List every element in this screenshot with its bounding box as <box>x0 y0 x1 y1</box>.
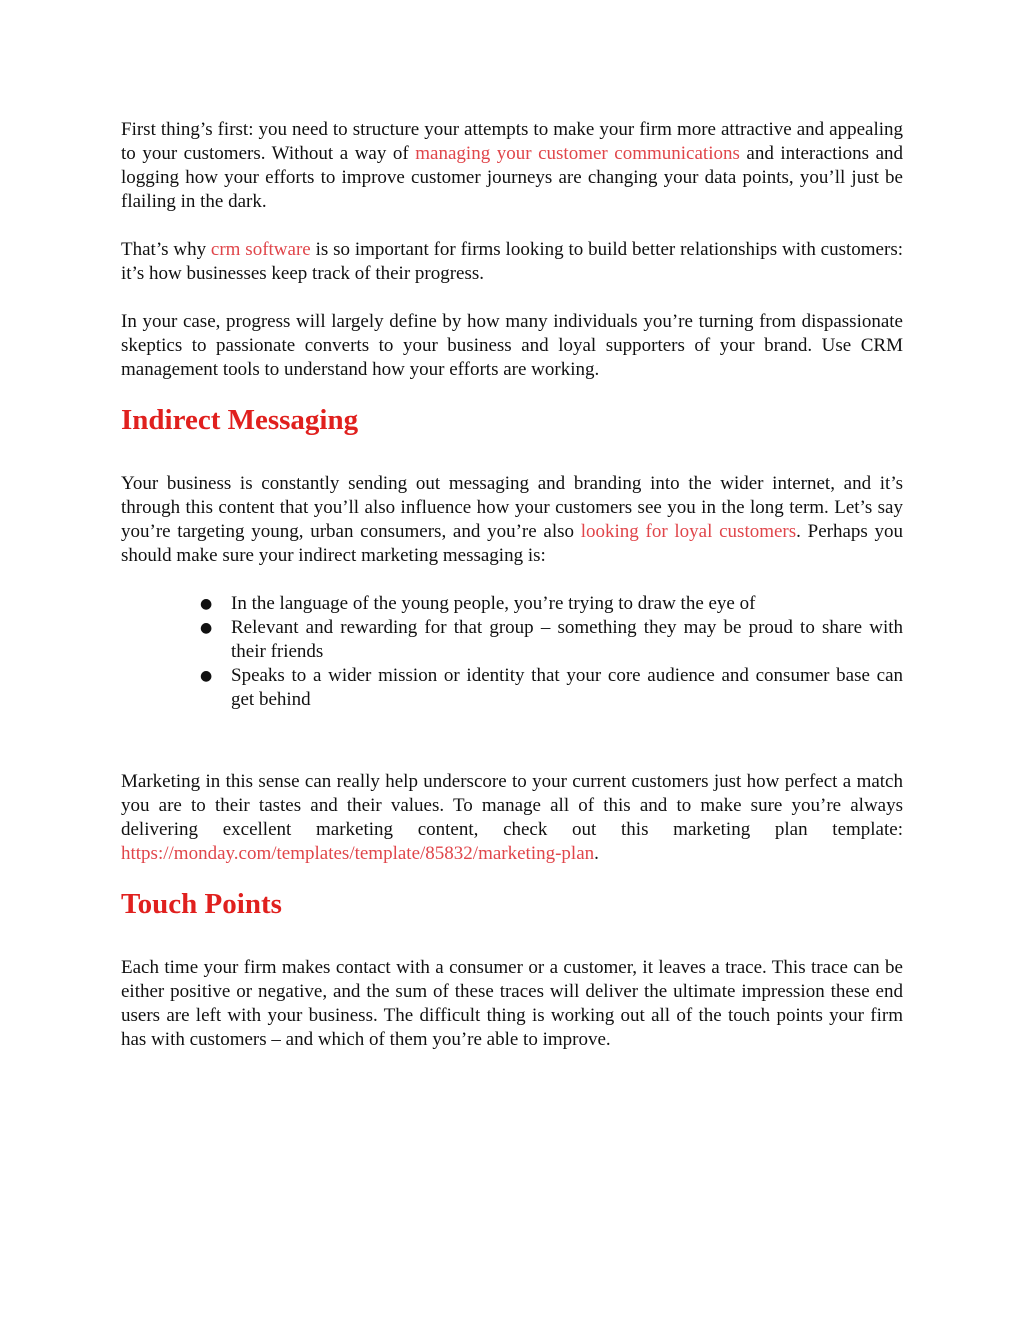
intro-paragraph-3: In your case, progress will largely define by how many individuals you’re turning from dispassionate skeptics to passionate converts to your business and loyal supporters of your brand. Use CRM management tools to understand how your efforts are working. <box>121 311 903 380</box>
touch-points-heading: Touch Points <box>121 888 282 920</box>
list-item-text: In the language of the young people, you’re trying to draw the eye of <box>231 593 756 614</box>
list-item-text: Relevant and rewarding for that group – something they may be proud to share with their friends <box>231 617 903 662</box>
loyal-customers-link[interactable]: looking for loyal customers <box>580 521 797 542</box>
indirect-text: Your business is constantly sending out messaging and branding into the wider internet, and it’s through this content that you’ll also influence how your customers see you in the long term. Let’s say you’re targeting young, urban consumers, and you’re also <box>121 473 903 542</box>
bullet-icon: ● <box>200 668 213 684</box>
intro-text: First thing’s first: you need to structure your attempts to make your firm more attractive and appealing to your customers. Without a way of <box>121 119 903 164</box>
marketing-plan-link[interactable]: https://monday.com/templates/template/85832/marketing-plan <box>121 843 595 864</box>
touch-paragraph-1: Each time your firm makes contact with a consumer or a customer, it leaves a trace. This trace can be either positive or negative, and the sum of these traces will deliver the ultimate impression these end users are left with your business. The difficult thing is working out all of the touch points your firm has with customers – and which of them you’re able to improve. <box>121 957 903 1050</box>
intro-paragraph-1 <box>121 118 903 214</box>
indirect-text: . <box>594 843 599 864</box>
crm-software-link[interactable]: crm software <box>210 239 311 260</box>
indirect-text: Marketing in this sense can really help underscore to your current customers just how perfect a match you are to their tastes and their values. To manage all of this and to make sure you’re always delivering excellent marketing content, check out this marketing plan template: <box>121 771 903 840</box>
managing-communications-link[interactable]: managing your customer communications <box>415 143 740 164</box>
list-item <box>200 592 903 616</box>
list-item <box>200 616 903 664</box>
intro-paragraph-2 <box>121 238 903 286</box>
list-item <box>200 664 903 712</box>
bullet-icon: ● <box>200 596 213 612</box>
intro-text: is so important for firms looking to build better relationships with customers: it’s how businesses keep track of their progress. <box>121 239 903 284</box>
indirect-paragraph-2 <box>121 770 903 866</box>
bullet-icon: ● <box>200 620 213 636</box>
intro-text: and interactions and logging how your efforts to improve customer journeys are changing your data points, you’ll just be flailing in the dark. <box>121 143 903 212</box>
list-item-text: Speaks to a wider mission or identity that your core audience and consumer base can get behind <box>231 665 903 710</box>
indirect-messaging-heading: Indirect Messaging <box>121 404 359 436</box>
indirect-text: . Perhaps you should make sure your indirect marketing messaging is: <box>121 521 904 566</box>
indirect-bullet-list <box>121 592 903 712</box>
intro-text: That’s why <box>121 239 211 260</box>
document-page <box>121 118 903 1052</box>
indirect-paragraph-1 <box>121 472 903 568</box>
